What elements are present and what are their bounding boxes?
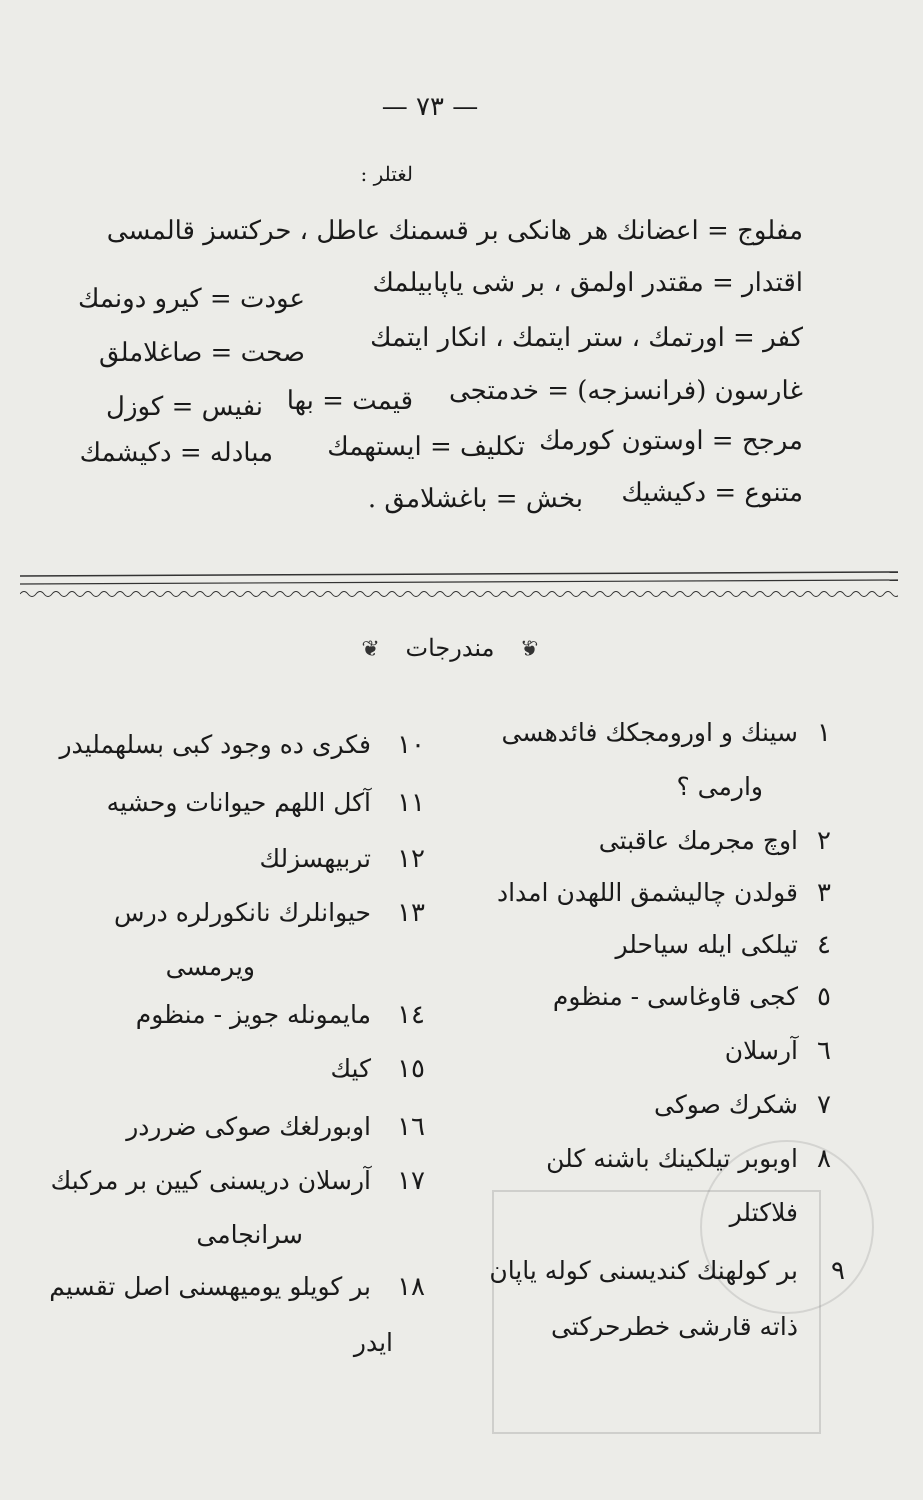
vocab-line-garson: غارسون (فرانسزجه) = خدمتجى xyxy=(449,376,803,406)
vocab-line-teklif: تكليف = ايستهمك xyxy=(327,432,525,462)
toc-num: ٧ xyxy=(817,1090,831,1120)
toc-item-title: فكرى ده وجود كبى بسلهمليدر xyxy=(59,730,371,759)
right-ornament-icon: ❦ xyxy=(520,637,539,662)
toc-item-title: كجى قاوغاسى - منظوم xyxy=(552,982,798,1011)
toc-num: ٦ xyxy=(817,1036,831,1066)
toc-item-title: اوبوبر تيلكينك باشنه كلن xyxy=(546,1144,798,1173)
vocab-line-murajjah: مرجح = اوستون كورمك xyxy=(539,426,803,456)
vocab-heading: لغتلر : xyxy=(360,162,413,186)
toc-item-title: سينك و اورومجكك فائدهسى xyxy=(501,718,798,747)
toc-item-title: مايمونله جويز - منظوم xyxy=(135,1000,371,1029)
vocab-line-bahsh: بخش = باغشلامق . xyxy=(367,484,583,514)
toc-num: ١٥ xyxy=(397,1054,425,1084)
toc-item-continuation: سرانجامى xyxy=(196,1220,303,1249)
toc-heading-row xyxy=(300,634,600,662)
toc-item-continuation: ذاته قارشى خطرحركتى xyxy=(550,1312,798,1341)
vocab-line-nefis: نفيس = كوزل xyxy=(106,392,263,422)
toc-num: ٥ xyxy=(817,982,831,1012)
vocab-line-sihhat: صحت = صاغلاملق xyxy=(98,338,305,368)
page-number: — ٧٣ — xyxy=(381,92,479,122)
toc-num: ٤ xyxy=(817,930,831,960)
vocab-line-avdet: عودت = كيرو دونمك xyxy=(77,284,305,314)
toc-num: ١٤ xyxy=(397,1000,425,1030)
vocab-line-mubadele: مبادله = دكيشمك xyxy=(79,438,273,468)
toc-item-continuation: ويرمسى xyxy=(165,952,255,981)
toc-heading: مندرجات xyxy=(405,634,495,662)
toc-item-title: كيك xyxy=(330,1054,371,1083)
toc-num: ٨ xyxy=(817,1144,831,1174)
toc-num: ١١ xyxy=(397,788,425,818)
toc-item-title: حيوانلرك نانكورلره درس xyxy=(114,898,371,927)
toc-num: ١ xyxy=(817,718,831,748)
toc-item-title: آرسلان دريسنى كيين بر مركبك xyxy=(50,1166,371,1195)
toc-item-title: بر كويلو يوميهسنى اصل تقسيم xyxy=(49,1272,371,1301)
toc-num: ١٣ xyxy=(397,898,425,928)
toc-item-title: اوبورلغك صوكى ضرردر xyxy=(126,1112,371,1141)
vocab-line-mutenevvi: متنوع = دكيشيك xyxy=(621,478,803,508)
toc-item-continuation: ايدر xyxy=(353,1328,393,1357)
vocab-line-mafluj: مفلوج = اعضانك هر هانكى بر قسمنك عاطل ، حركتسز قالمسى xyxy=(106,216,803,246)
vocab-line-qiymet: قيمت = بها xyxy=(286,386,413,416)
toc-item-title: اوچ مجرمك عاقبتى xyxy=(598,826,798,855)
toc-item-title: بر كولهنك كنديسنى كوله ياپان xyxy=(489,1256,798,1285)
toc-item-title: تيلكى ايله سياحلر xyxy=(615,930,798,959)
toc-item-title: قولدن چاليشمق اللهدن امداد xyxy=(496,878,798,907)
toc-num: ١٧ xyxy=(397,1166,425,1196)
section-divider xyxy=(20,570,898,604)
toc-item-title: شكرك صوكى xyxy=(654,1090,798,1119)
toc-num: ١٦ xyxy=(397,1112,425,1142)
toc-item-title: تربيهسزلك xyxy=(259,844,371,873)
toc-item-title: آرسلان xyxy=(724,1036,798,1065)
toc-item-continuation: وارمى ؟ xyxy=(676,772,763,801)
toc-num: ٩ xyxy=(831,1256,845,1286)
vocab-line-kufr: كفر = اورتمك ، ستر ايتمك ، انكار ايتمك xyxy=(370,323,803,353)
toc-item-title: آكل اللهم حيوانات وحشيه xyxy=(106,788,371,817)
toc-num: ١٢ xyxy=(397,844,425,874)
left-ornament-icon: ❦ xyxy=(361,637,380,662)
toc-item-continuation: فلاكتلر xyxy=(729,1198,798,1227)
vocab-line-iqtidar: اقتدار = مقتدر اولمق ، بر شى ياپابيلمك xyxy=(372,268,803,298)
toc-num: ١٠ xyxy=(397,730,425,760)
toc-num: ٢ xyxy=(817,826,831,856)
toc-num: ٣ xyxy=(817,878,831,908)
toc-num: ١٨ xyxy=(397,1272,425,1302)
